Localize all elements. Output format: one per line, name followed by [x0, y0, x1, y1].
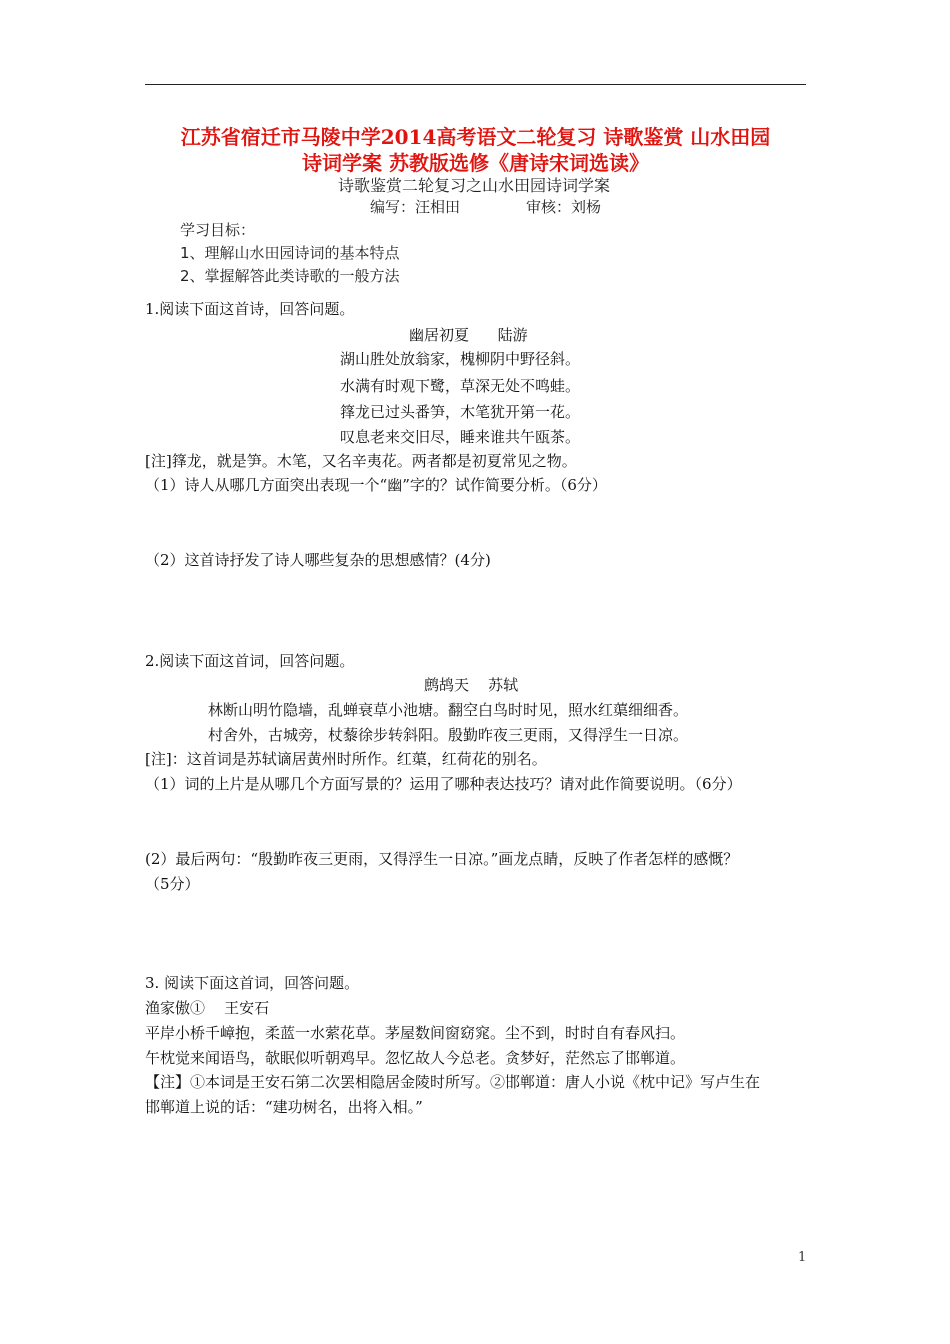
q2-subquestion-2-points: （5分）: [145, 875, 200, 893]
objectives-heading: 学习目标：: [180, 221, 256, 239]
q1-subquestion-1: （1）诗人从哪几方面突出表现一个“幽”字的？试作简要分析。（6分）: [145, 476, 607, 494]
q1-note: [注]箨龙，就是笋。木笔，又名辛夷花。两者都是初夏常见之物。: [145, 452, 577, 470]
q2-subquestion-2: (2）最后两句：“殷勤昨夜三更雨，又得浮生一日凉。”画龙点睛，反映了作者怎样的感慨？: [145, 850, 739, 868]
reviewer-line: 审核：刘杨: [526, 198, 602, 216]
q1-poem-line-2: 水满有时观下鹭，草深无处不鸣蛙。: [340, 377, 581, 395]
q2-note: [注]：这首词是苏轼谪居黄州时所作。红蕖，红荷花的别名。: [145, 750, 547, 768]
q1-subquestion-2: （2）这首诗抒发了诗人哪些复杂的思想感情？(4分): [145, 551, 491, 569]
header-rule: [145, 84, 806, 85]
author-line: 编写：汪相田: [370, 198, 461, 216]
q1-poem-line-3: 箨龙已过头番笋，木笔犹开第一花。: [340, 403, 581, 421]
q2-prompt: 2.阅读下面这首词，回答问题。: [145, 652, 355, 670]
q2-poem-line-2: 村舍外，古城旁，杖藜徐步转斜阳。殷勤昨夜三更雨，又得浮生一日凉。: [208, 726, 689, 744]
q2-subquestion-1: （1）词的上片是从哪几个方面写景的？运用了哪种表达技巧？请对此作简要说明。（6分）: [145, 775, 742, 793]
q3-poem-line-2: 午枕觉来闻语鸟，欹眠似听朝鸡早。忽忆故人今总老。贪梦好，茫然忘了邯郸道。: [145, 1049, 686, 1067]
q1-poem-title: 幽居初夏 陆游: [409, 326, 528, 344]
q1-prompt: 1.阅读下面这首诗，回答问题。: [145, 300, 355, 318]
q3-poem-title: 渔家傲① 王安石: [145, 999, 270, 1017]
q1-poem-line-1: 湖山胜处放翁家，槐柳阴中野径斜。: [340, 350, 581, 368]
q1-poem-line-4: 叹息老来交旧尽，睡来谁共午瓯茶。: [340, 428, 581, 446]
objective-1: 1、理解山水田园诗词的基本特点: [180, 244, 400, 262]
faint-watermark: [409, 234, 531, 279]
objective-2: 2、掌握解答此类诗歌的一般方法: [180, 267, 400, 285]
q2-poem-line-1: 林断山明竹隐墙，乱蝉衰草小池塘。翻空白鸟时时见，照水红蕖细细香。: [208, 701, 689, 719]
q3-note-continued: 邯郸道上说的话：“建功树名，出将入相。”: [145, 1098, 423, 1116]
document-title-line-1: 江苏省宿迁市马陵中学2014高考语文二轮复习 诗歌鉴赏 山水田园: [180, 125, 771, 149]
page-number: 1: [798, 1250, 807, 1265]
q3-note: 【注】①本词是王安石第二次罢相隐居金陵时所写。②邯郸道：唐人小说《枕中记》写卢生在: [145, 1073, 761, 1091]
q2-poem-title: 鹧鸪天 苏轼: [424, 676, 519, 694]
q3-poem-line-1: 平岸小桥千嶂抱，柔蓝一水萦花草。茅屋数间窗窈窕。尘不到，时时自有春风扫。: [145, 1024, 686, 1042]
document-title-line-2: 诗词学案 苏教版选修《唐诗宋词选读》: [302, 151, 649, 175]
worksheet-subtitle: 诗歌鉴赏二轮复习之山水田园诗词学案: [338, 176, 611, 195]
q3-prompt: 3. 阅读下面这首词，回答问题。: [145, 974, 360, 992]
